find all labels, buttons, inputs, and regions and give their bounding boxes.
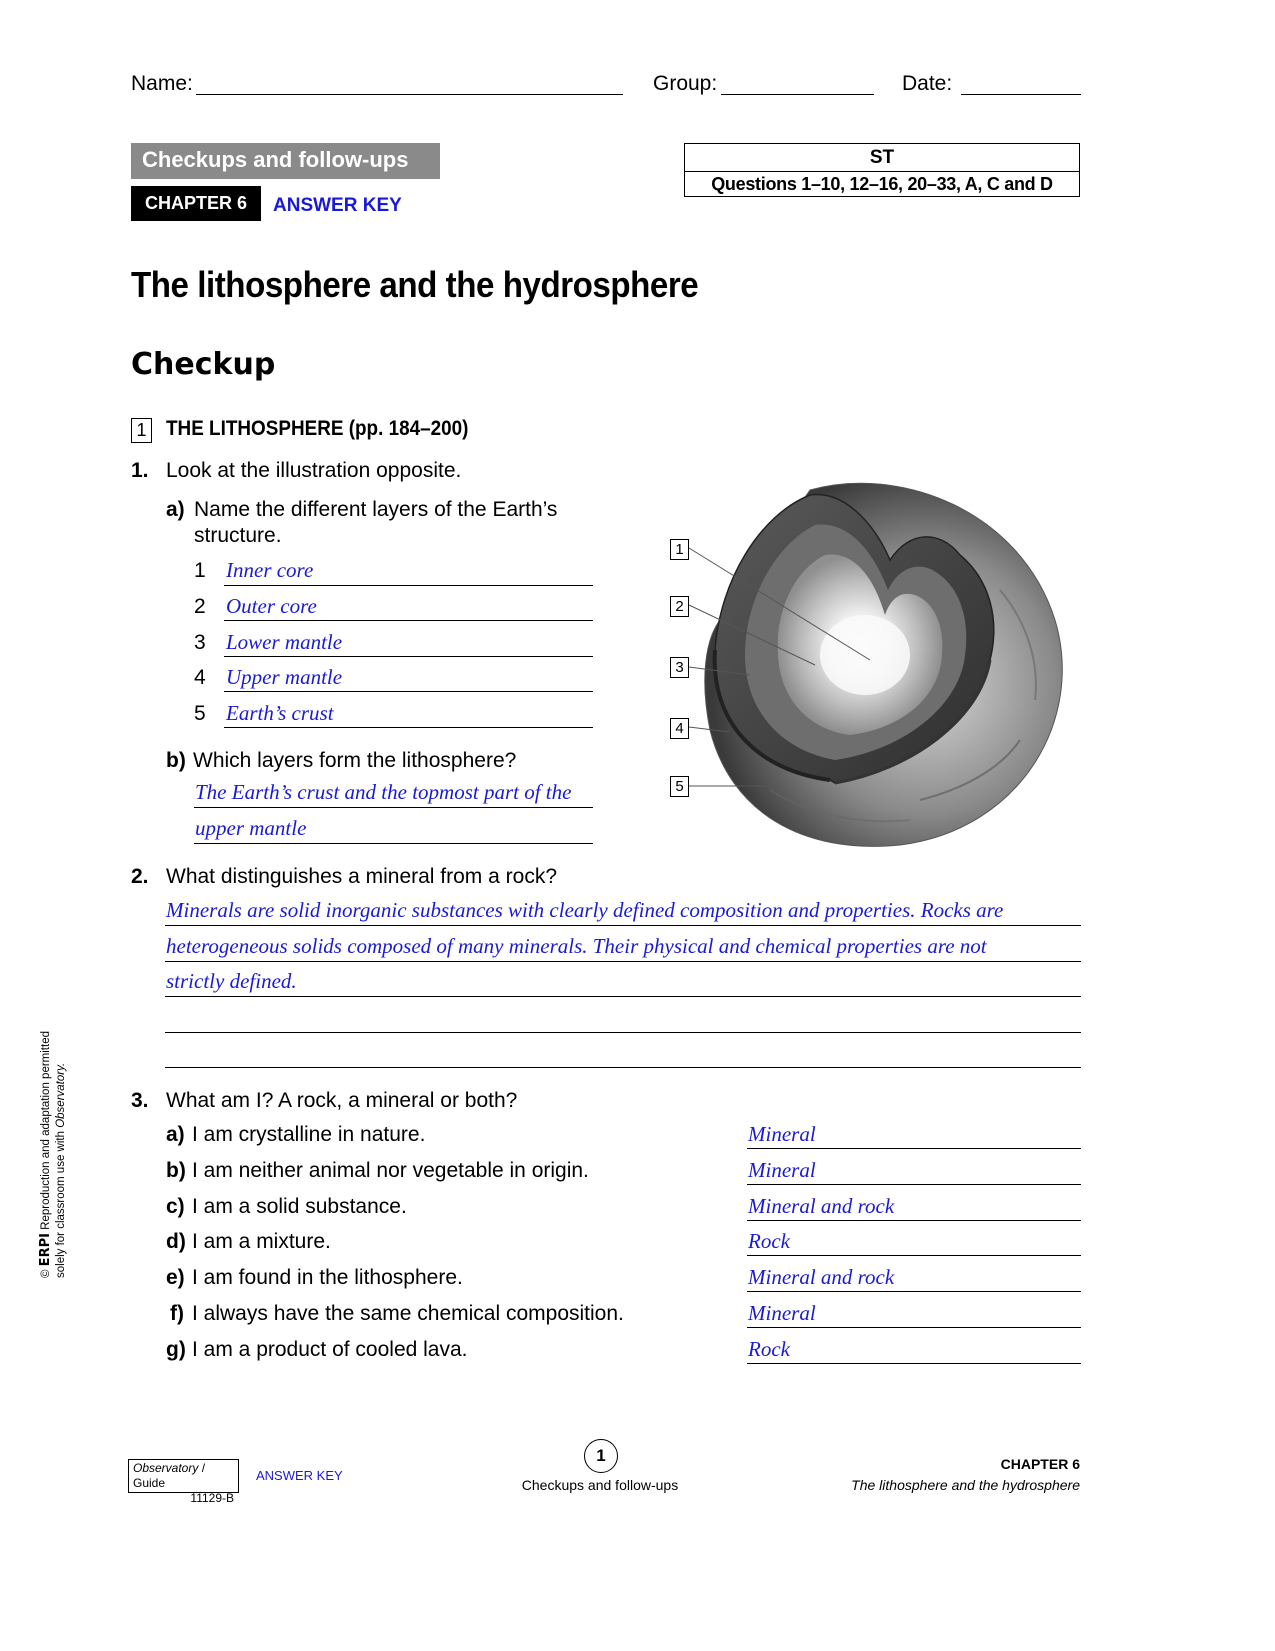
q3-item-answer: Mineral and rock	[748, 1265, 895, 1289]
st-box	[684, 143, 1080, 197]
q2-number: 2.	[131, 865, 149, 888]
q1a-label: a)	[166, 498, 185, 521]
answer-line[interactable]	[747, 1291, 1081, 1292]
q1b-answer-1: The Earth’s crust and the topmost part of the	[195, 780, 572, 804]
answer-line[interactable]	[747, 1255, 1081, 1256]
footer-answer-key: ANSWER KEY	[256, 1468, 343, 1483]
layer-num: 5	[194, 702, 206, 725]
section-heading: Checkup	[131, 347, 276, 382]
q3-item-text: I am a solid substance.	[192, 1195, 407, 1218]
guide-box	[128, 1459, 239, 1505]
answer-line[interactable]	[165, 1032, 1081, 1033]
q3-item-text: I am found in the lithosphere.	[192, 1266, 463, 1289]
q3-item-answer: Rock	[748, 1337, 790, 1361]
chapter-badge: CHAPTER 6	[131, 186, 261, 221]
q1a-text-1: Name the different layers of the Earth’s	[194, 498, 558, 521]
q3-item-label: d)	[166, 1230, 186, 1253]
layer-answer: Earth’s crust	[226, 701, 334, 725]
layer-answer: Upper mantle	[226, 665, 343, 689]
q1b-answer-2: upper mantle	[195, 816, 307, 840]
answer-line[interactable]	[165, 961, 1081, 962]
layer-answer: Lower mantle	[226, 630, 343, 654]
layer-num: 1	[194, 559, 206, 582]
answer-line[interactable]	[747, 1184, 1081, 1185]
subsection-title: THE LITHOSPHERE (pp. 184–200)	[166, 417, 469, 440]
footer-chapter-title: The lithosphere and the hydrosphere	[851, 1477, 1080, 1493]
q2-answer-2: heterogeneous solids composed of many minerals. Their physical and chemical properties are not	[166, 934, 987, 958]
q3-item-label: g)	[166, 1338, 186, 1361]
q3-item-text: I am crystalline in nature.	[192, 1123, 426, 1146]
q2-text: What distinguishes a mineral from a rock?	[166, 865, 557, 888]
q1-number: 1.	[131, 459, 149, 482]
q1a-text-2: structure.	[194, 524, 282, 547]
st-questions: Questions 1–10, 12–16, 20–33, A, C and D	[711, 174, 1053, 194]
copyright-note	[38, 1031, 69, 1278]
name-field[interactable]	[196, 94, 623, 95]
guide-code: 11129-B	[190, 1491, 234, 1505]
earth-layers-figure	[660, 470, 1075, 855]
q3-item-answer: Mineral	[748, 1301, 816, 1325]
answer-key-label: ANSWER KEY	[273, 195, 402, 216]
date-field[interactable]	[961, 94, 1081, 95]
q3-item-answer: Rock	[748, 1229, 790, 1253]
q3-item-answer: Mineral	[748, 1158, 816, 1182]
figure-label: 3	[670, 657, 689, 678]
layer-num: 3	[194, 631, 206, 654]
copyright-symbol: ©	[40, 1269, 52, 1278]
q2-answer-1: Minerals are solid inorganic substances with clearly defined composition and properties. Rocks are	[166, 898, 1004, 922]
q3-item-text: I always have the same chemical composition.	[192, 1302, 624, 1325]
copyright-line1: Reproduction and adaptation permitted	[40, 1031, 52, 1230]
q2-answer-3: strictly defined.	[166, 969, 297, 993]
q3-item-answer: Mineral	[748, 1122, 816, 1146]
copyright-line2-italic: Observatory.	[55, 1062, 67, 1128]
group-field[interactable]	[721, 94, 874, 95]
answer-line[interactable]	[224, 691, 593, 692]
layer-num: 4	[194, 666, 206, 689]
guide-title: Observatory	[133, 1461, 199, 1475]
q1b-text: Which layers form the lithosphere?	[193, 749, 517, 772]
figure-label: 4	[670, 718, 689, 739]
copyright-line2: solely for classroom use with	[55, 1131, 67, 1278]
q3-item-text: I am neither animal nor vegetable in origin.	[192, 1159, 589, 1182]
answer-line[interactable]	[224, 727, 593, 728]
q3-item-label: a)	[166, 1123, 185, 1146]
layer-answer: Outer core	[226, 594, 317, 618]
q1b-label: b)	[166, 749, 186, 772]
answer-line[interactable]	[747, 1327, 1081, 1328]
page-title: The lithosphere and the hydrosphere	[131, 264, 699, 305]
group-label: Group:	[653, 72, 718, 95]
answer-line[interactable]	[194, 843, 593, 844]
q3-text: What am I? A rock, a mineral or both?	[166, 1089, 518, 1112]
date-label: Date:	[902, 72, 953, 95]
q3-item-label: c)	[166, 1195, 185, 1218]
q3-item-label: e)	[166, 1266, 185, 1289]
checkups-banner: Checkups and follow-ups	[131, 143, 440, 179]
q3-number: 3.	[131, 1089, 149, 1112]
q3-item-text: I am a product of cooled lava.	[192, 1338, 468, 1361]
answer-line[interactable]	[165, 1067, 1081, 1068]
answer-line[interactable]	[224, 585, 593, 586]
answer-line[interactable]	[747, 1363, 1081, 1364]
q3-item-label: b)	[166, 1159, 186, 1182]
footer-center-text: Checkups and follow-ups	[521, 1477, 679, 1493]
q3-item-text: I am a mixture.	[192, 1230, 331, 1253]
st-title: ST	[685, 144, 1079, 172]
answer-line[interactable]	[165, 996, 1081, 997]
page-number: 1	[584, 1439, 618, 1473]
name-label: Name:	[131, 72, 193, 95]
q3-item-answer: Mineral and rock	[748, 1194, 895, 1218]
answer-line[interactable]	[747, 1220, 1081, 1221]
answer-line[interactable]	[747, 1148, 1081, 1149]
q3-item-label: f)	[170, 1302, 184, 1325]
answer-line[interactable]	[224, 656, 593, 657]
answer-line[interactable]	[224, 620, 593, 621]
erpi-logo: ERPI	[38, 1233, 53, 1267]
q1-text: Look at the illustration opposite.	[166, 459, 462, 482]
guide-suffix: / Guide	[133, 1461, 206, 1490]
subsection-number: 1	[131, 418, 152, 443]
figure-label: 2	[670, 596, 689, 617]
footer-chapter: CHAPTER 6	[1000, 1456, 1080, 1472]
layer-num: 2	[194, 595, 206, 618]
figure-label: 5	[670, 776, 689, 797]
layer-answer: Inner core	[226, 558, 314, 582]
answer-line[interactable]	[194, 807, 593, 808]
answer-line[interactable]	[165, 925, 1081, 926]
figure-label: 1	[670, 539, 689, 560]
